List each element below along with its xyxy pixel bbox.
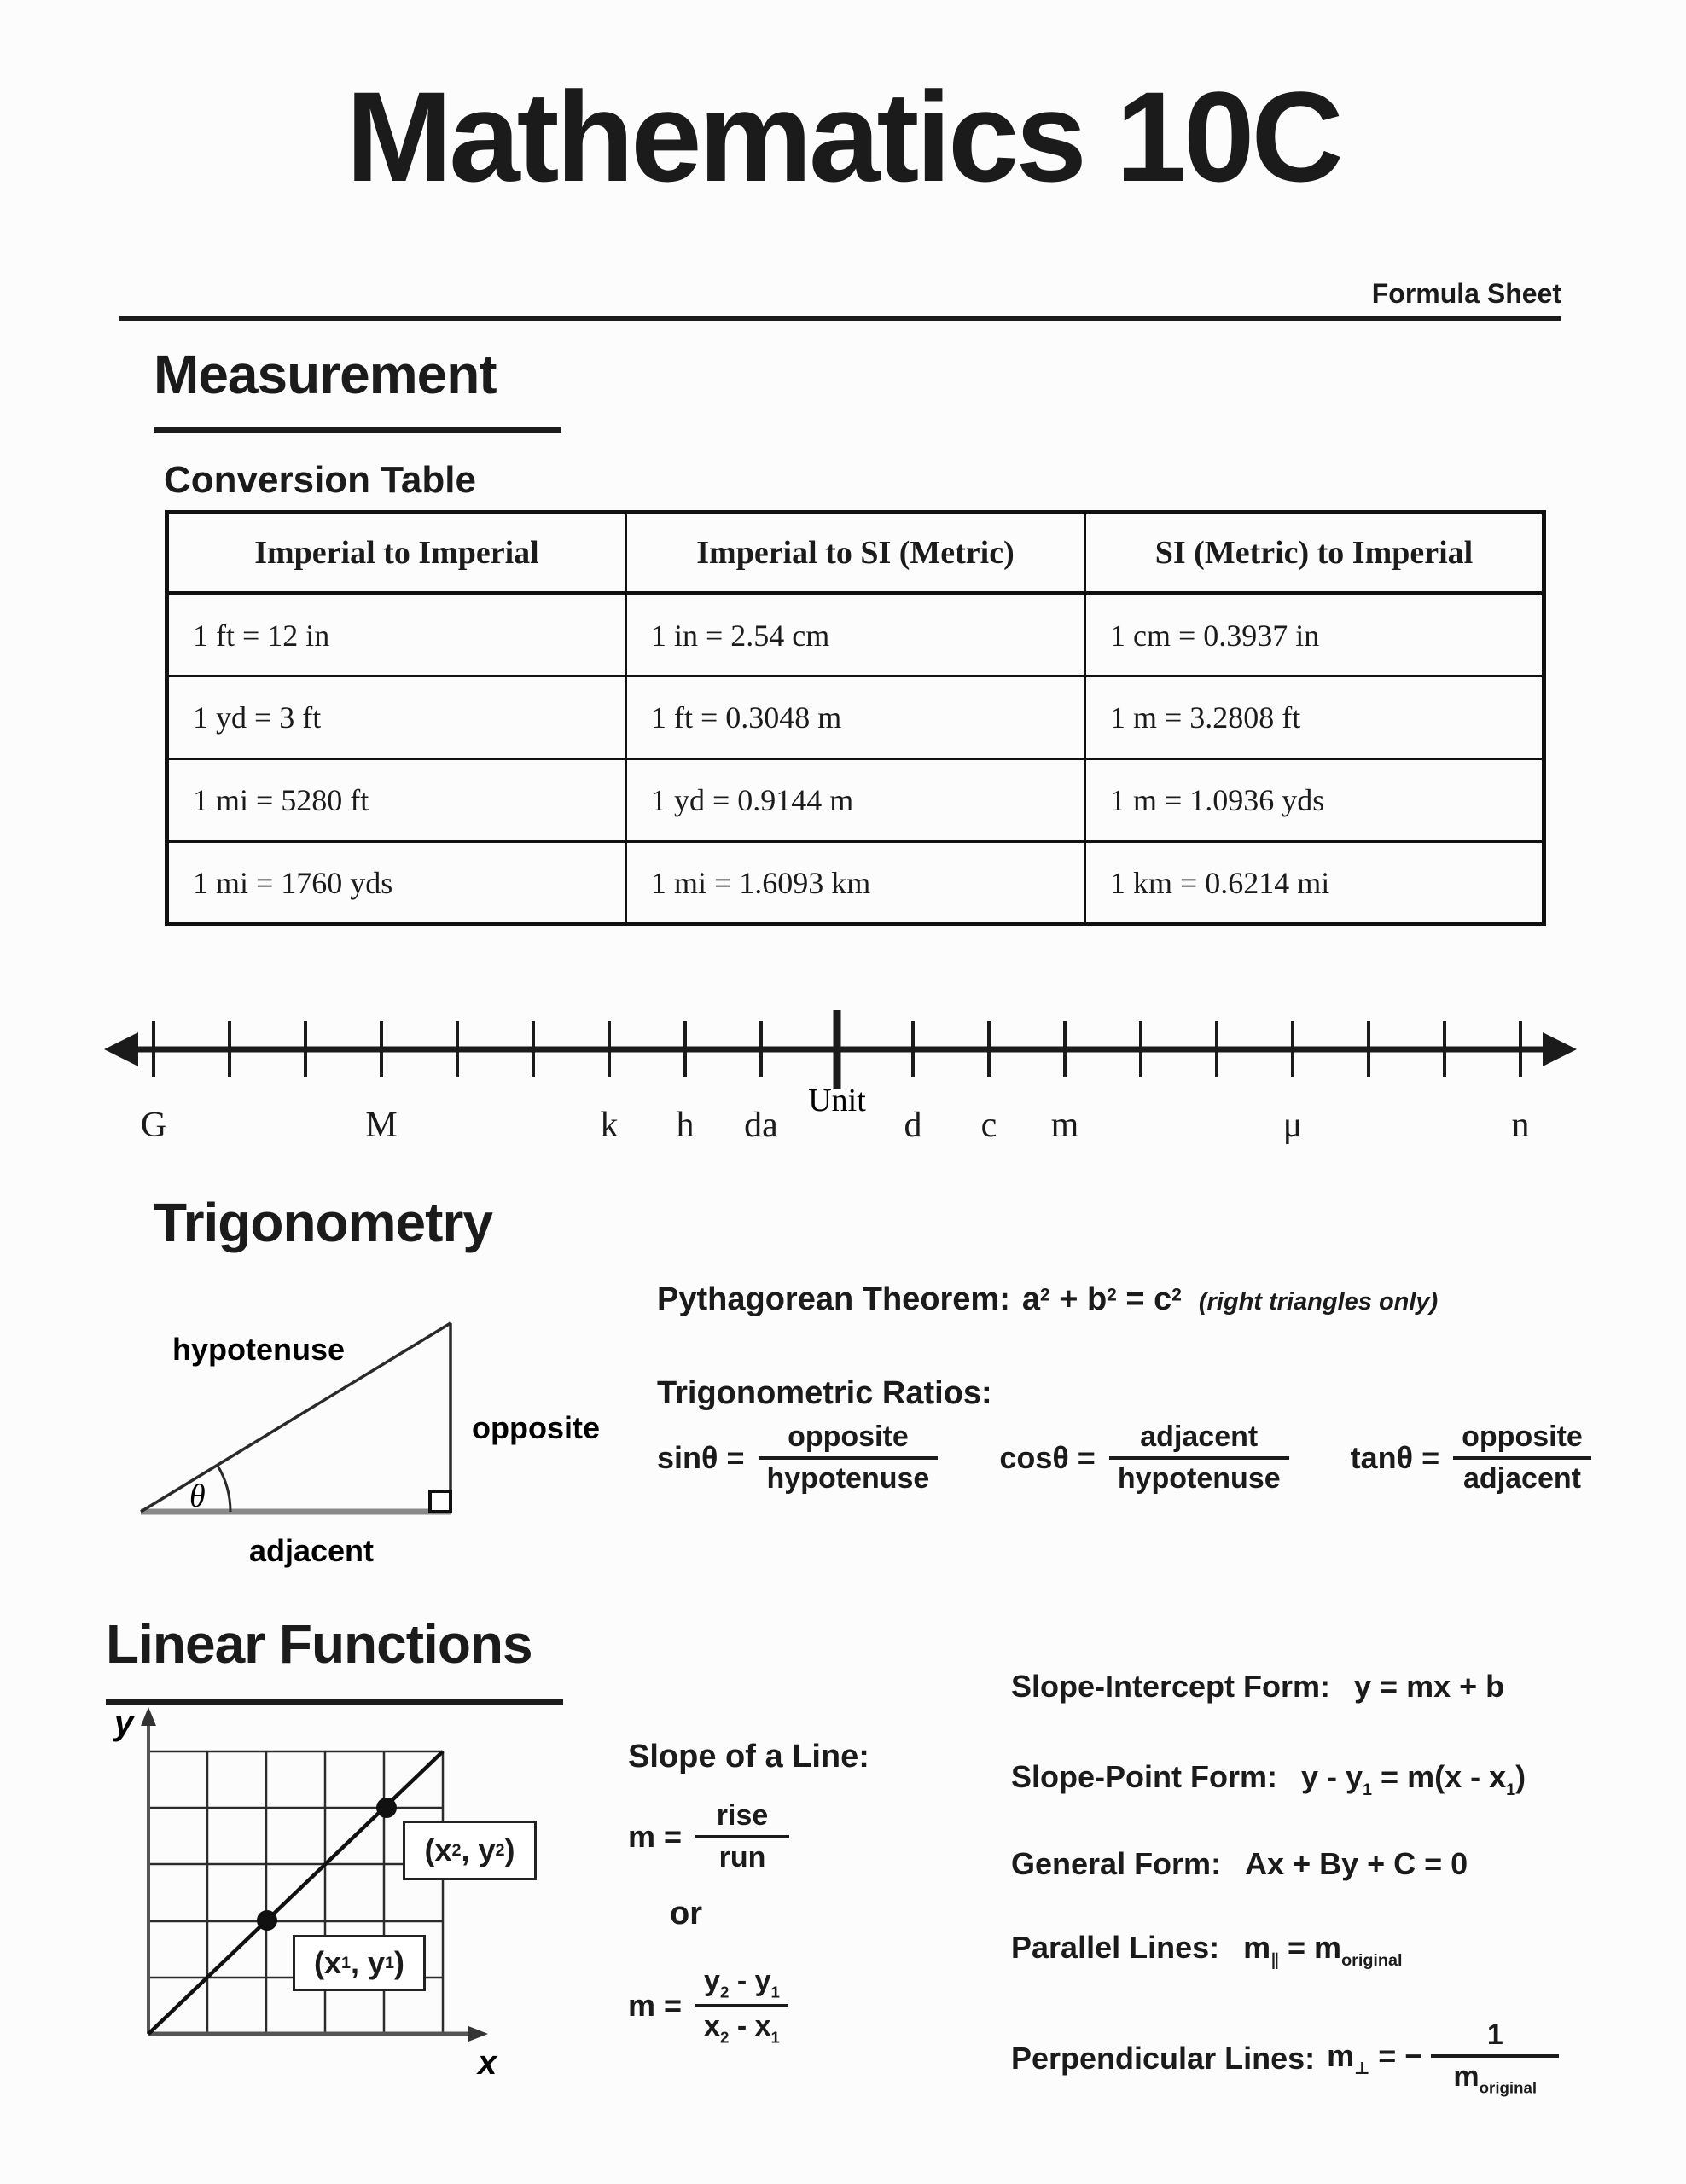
perpendicular-lines-row — [1011, 1996, 1559, 2120]
plotted-line — [148, 1751, 443, 2034]
tangent-lhs: tanθ = — [1350, 1440, 1440, 1475]
table-cell: 1 ft = 12 in — [167, 594, 626, 677]
prefix-label-centi: c — [980, 1106, 997, 1145]
form-label: Parallel Lines: — [1011, 1930, 1220, 1965]
right-angle-marker — [430, 1491, 451, 1512]
fraction-numerator: rise — [716, 1799, 769, 1832]
adjacent-label: adjacent — [248, 1533, 375, 1568]
form-formula-prefix: $m_\perp$ = − — [1327, 2037, 1423, 2078]
general-form-row — [1011, 1846, 1468, 1882]
form-label: Slope-Point Form: — [1011, 1759, 1277, 1794]
opposite-label: opposite — [472, 1410, 600, 1445]
right-triangle-diagram — [111, 1304, 657, 1585]
form-formula: Ax + By + C = 0 — [1245, 1846, 1468, 1881]
table-cell: 1 yd = 3 ft — [167, 677, 626, 759]
table-row — [167, 594, 1544, 677]
linear-functions-heading: Linear Functions — [106, 1613, 532, 1675]
point2-label-box: (x 2 , y 2 ) — [403, 1821, 537, 1880]
fraction-numerator: $y_2 - y_1$ — [704, 1965, 780, 2001]
trig-ratios-row — [657, 1418, 1591, 1498]
m-equals: m = — [628, 1988, 683, 2024]
sine-lhs: sinθ = — [657, 1440, 745, 1475]
table-row — [167, 677, 1544, 759]
perpendicular-fraction — [1431, 2016, 1559, 2100]
point1-dot — [257, 1910, 277, 1931]
fraction-numerator: opposite — [788, 1420, 909, 1453]
fraction-denominator: hypotenuse — [1117, 1462, 1281, 1495]
cosine-fraction — [1109, 1418, 1289, 1498]
m-equals: m = — [628, 1819, 683, 1854]
conversion-table — [165, 510, 1546, 926]
table-cell: 1 mi = 5280 ft — [167, 759, 626, 842]
table-header-cell: Imperial to Imperial — [167, 513, 626, 594]
theta-label: θ — [189, 1478, 206, 1514]
table-cell: 1 m = 1.0936 yds — [1085, 759, 1544, 842]
table-header-cell: Imperial to SI (Metric) — [626, 513, 1085, 594]
fraction-denominator: adjacent — [1463, 1462, 1581, 1495]
metric-prefix-number-line — [51, 973, 1621, 1152]
table-cell: 1 in = 2.54 cm — [626, 594, 1085, 677]
page-title: Mathematics 10C — [346, 65, 1340, 208]
or-label: or — [670, 1896, 702, 1931]
form-formula: $m_\parallel = m_{original}$ — [1243, 1930, 1403, 1970]
form-label: Slope-Intercept Form: — [1011, 1669, 1331, 1704]
slope-point-form-row — [1011, 1759, 1526, 1800]
fraction-denominator: $x_2 - x_1$ — [704, 2010, 780, 2047]
pythagorean-theorem-row — [657, 1281, 1438, 1318]
table-header-cell: SI (Metric) to Imperial — [1085, 513, 1544, 594]
point1-label-box: (x 1 , y 1 ) — [293, 1935, 426, 1991]
sine-fraction — [759, 1418, 939, 1498]
prefix-label-deka: da — [744, 1106, 778, 1145]
pythagorean-note: (right triangles only) — [1198, 1288, 1439, 1316]
x-axis-label: x — [478, 2044, 497, 2082]
table-cell: 1 km = 0.6214 mi — [1085, 842, 1544, 925]
tangent-fraction — [1453, 1418, 1591, 1498]
table-cell: 1 yd = 0.9144 m — [626, 759, 1085, 842]
fraction-numerator: opposite — [1462, 1420, 1583, 1453]
angle-arc — [218, 1465, 230, 1512]
slope-rise-run-equation — [628, 1797, 789, 1877]
header-rule — [119, 316, 1561, 321]
parallel-lines-row — [1011, 1930, 1403, 1971]
slope-of-line-heading: Slope of a Line: — [628, 1739, 869, 1774]
form-label: General Form: — [1011, 1846, 1222, 1881]
sine-ratio — [657, 1418, 938, 1498]
linear-graph-diagram — [102, 1702, 512, 2082]
table-cell: 1 mi = 1.6093 km — [626, 842, 1085, 925]
rise-run-fraction — [695, 1797, 789, 1877]
delta-fraction — [695, 1962, 788, 2050]
conversion-table-heading: Conversion Table — [164, 459, 476, 501]
hypotenuse-label: hypotenuse — [172, 1332, 346, 1367]
prefix-label-giga: G — [140, 1106, 167, 1145]
pythagorean-label: Pythagorean Theorem: — [657, 1281, 1010, 1317]
sheet-subtitle: Formula Sheet — [1371, 278, 1561, 309]
fraction-denominator: hypotenuse — [766, 1462, 930, 1495]
slope-points-equation — [628, 1962, 788, 2050]
tangent-ratio — [1351, 1418, 1591, 1498]
prefix-label-mega: M — [365, 1106, 398, 1145]
x-axis-arrow-icon — [468, 2026, 488, 2042]
trig-ratios-heading: Trigonometric Ratios: — [657, 1375, 992, 1411]
unit-label: Unit — [808, 1083, 866, 1118]
fraction-numerator: 1 — [1486, 2018, 1503, 2052]
fraction-numerator: adjacent — [1140, 1420, 1259, 1453]
prefix-label-deci: d — [904, 1106, 922, 1145]
form-formula: $y - y_1 = m(x - x_1)$ — [1300, 1759, 1526, 1799]
cosine-lhs: cosθ = — [999, 1440, 1096, 1475]
prefix-label-micro: μ — [1282, 1106, 1303, 1145]
pythagorean-formula: $a^2 + b^2 = c^2$ — [1021, 1281, 1182, 1317]
prefix-label-milli: m — [1050, 1106, 1079, 1145]
slope-intercept-form-row — [1011, 1669, 1504, 1705]
fraction-denominator: $m_{original}$ — [1453, 2060, 1538, 2097]
prefix-label-hecto: h — [676, 1106, 695, 1145]
y-axis-arrow-icon — [141, 1707, 156, 1726]
arrow-left-icon — [104, 1032, 138, 1066]
point2-dot — [376, 1798, 397, 1818]
table-header-row — [167, 513, 1544, 594]
fraction-denominator: run — [718, 1841, 766, 1873]
table-cell: 1 ft = 0.3048 m — [626, 677, 1085, 759]
trigonometry-heading: Trigonometry — [154, 1192, 492, 1253]
measurement-underline — [154, 427, 561, 433]
table-cell: 1 mi = 1760 yds — [167, 842, 626, 925]
form-formula: y = mx + b — [1354, 1669, 1505, 1704]
cosine-ratio — [999, 1418, 1288, 1498]
prefix-label-nano: n — [1511, 1106, 1530, 1145]
table-row — [167, 842, 1544, 925]
table-cell: 1 cm = 0.3937 in — [1085, 594, 1544, 677]
form-label: Perpendicular Lines: — [1011, 2040, 1316, 2076]
table-row — [167, 759, 1544, 842]
prefix-label-kilo: k — [600, 1106, 619, 1145]
y-axis-label: y — [114, 1705, 134, 1742]
arrow-right-icon — [1543, 1032, 1577, 1066]
measurement-heading: Measurement — [154, 344, 497, 405]
table-cell: 1 m = 3.2808 ft — [1085, 677, 1544, 759]
